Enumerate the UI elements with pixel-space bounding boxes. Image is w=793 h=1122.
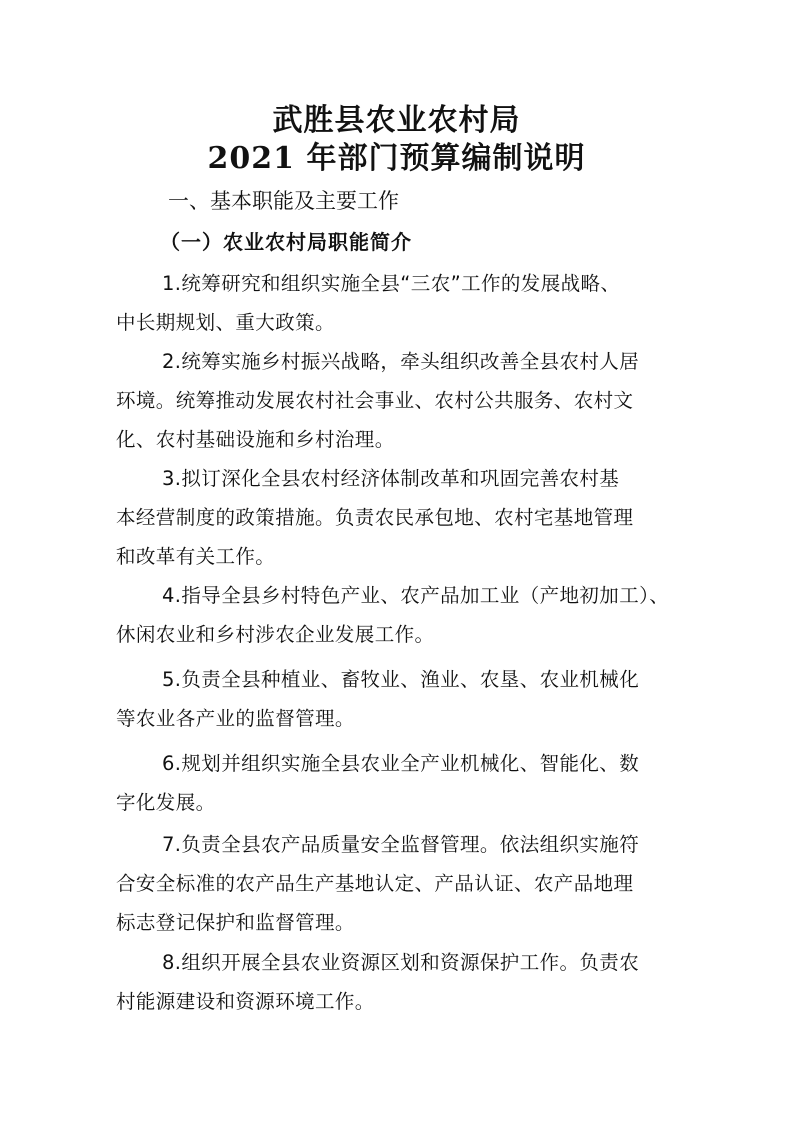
paragraph-line: 村能源建设和资源环境工作。 <box>116 990 375 1013</box>
paragraph-line: 字化发展。 <box>116 791 216 814</box>
paragraph-line: 本经营制度的政策措施。负责农民承包地、农村宅基地管理 <box>116 506 634 529</box>
section-heading: 一、基本职能及主要工作 <box>168 189 399 213</box>
paragraph-line: 1.统筹研究和组织实施全县“三农”工作的发展战略、 <box>162 272 621 295</box>
duty-item-1 <box>116 264 686 342</box>
duty-item-3 <box>116 459 686 576</box>
paragraph-line: 6.规划并组织实施全县农业全产业机械化、智能化、数 <box>162 752 640 775</box>
duty-item-5 <box>116 660 686 738</box>
duty-item-7 <box>116 825 686 942</box>
duty-item-8 <box>116 943 686 1021</box>
duty-item-2 <box>116 342 686 459</box>
paragraph-line: 中长期规划、重大政策。 <box>116 311 335 334</box>
paragraph-line: 等农业各产业的监督管理。 <box>116 707 355 730</box>
duty-item-4 <box>116 576 686 654</box>
paragraph-line: 5.负责全县种植业、畜牧业、渔业、农垦、农业机械化 <box>162 668 640 691</box>
paragraph-line: 和改革有关工作。 <box>116 545 276 568</box>
paragraph-line: 标志登记保护和监督管理。 <box>116 911 355 934</box>
paragraph-line: 7.负责全县农产品质量安全监督管理。依法组织实施符 <box>162 833 640 856</box>
paragraph-line: 合安全标准的农产品生产基地认定、产品认证、农产品地理 <box>116 872 634 895</box>
paragraph-line: 环境。统筹推动发展农村社会事业、农村公共服务、农村文 <box>116 389 634 412</box>
document-title-line-1: 武胜县农业农村局 <box>272 103 521 138</box>
paragraph-line: 休闲农业和乡村涉农企业发展工作。 <box>116 623 435 646</box>
document-title-line-2: 2021 年部门预算编制说明 <box>207 141 586 176</box>
paragraph-line: 8.组织开展全县农业资源区划和资源保护工作。负责农 <box>162 951 640 974</box>
paragraph-line: 化、农村基础设施和乡村治理。 <box>116 428 395 451</box>
paragraph-line: 3.拟订深化全县农村经济体制改革和巩固完善农村基 <box>162 467 620 490</box>
subsection-heading: （一）农业农村局职能简介 <box>160 230 412 254</box>
paragraph-line: 2.统筹实施乡村振兴战略，牵头组织改善全县农村人居 <box>162 350 640 373</box>
duty-item-6 <box>116 744 686 822</box>
paragraph-line: 4.指导全县乡村特色产业、农产品加工业（产地初加工）、 <box>162 584 670 607</box>
